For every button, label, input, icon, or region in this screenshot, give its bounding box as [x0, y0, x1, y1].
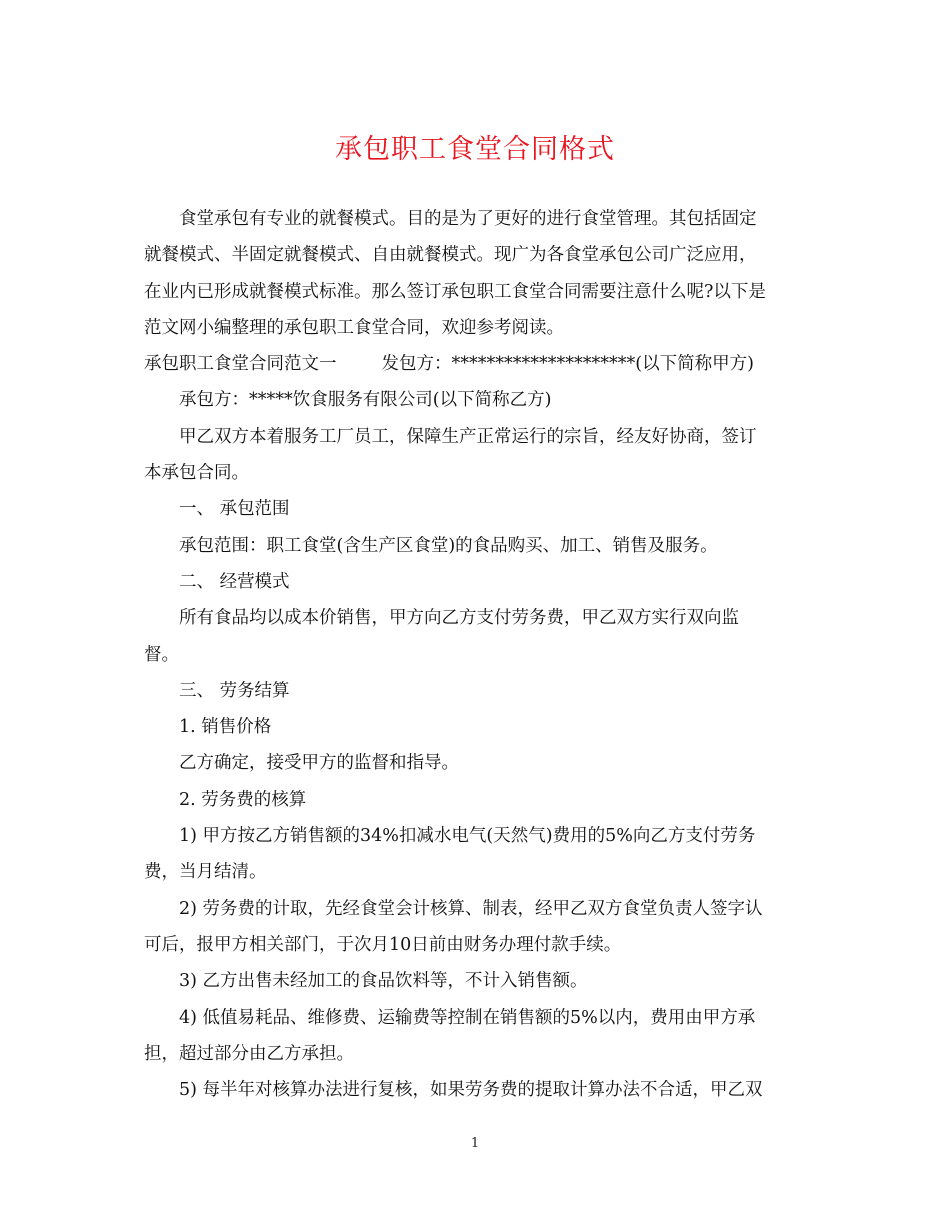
page-number: 1	[470, 1136, 480, 1151]
preamble-line: 甲乙双方本着服务工厂员工，保障生产正常运行的宗旨，经友好协商，签订	[179, 426, 757, 447]
party-a: 发包方：*********************(以下简称甲方)	[381, 354, 754, 375]
clause-1-line: 1) 甲方按乙方销售额的34%扣减水电气(天然气)费用的5%向乙方支付劳务	[179, 826, 756, 847]
document-body	[144, 201, 809, 1108]
intro-line: 范文网小编整理的承包职工食堂合同，欢迎参考阅读。	[144, 317, 564, 338]
clause-4-line: 4) 低值易耗品、维修费、运输费等控制在销售额的5%以内，费用由甲方承	[179, 1007, 756, 1028]
clause-3-text: 3) 乙方出售未经加工的食品饮料等，不计入销售额。	[179, 971, 588, 992]
section-2-line: 督。	[144, 644, 179, 665]
preamble-line: 本承包合同。	[144, 463, 249, 484]
clause-4-paragraph	[144, 1000, 809, 1073]
item-1-heading: 1. 销售价格	[179, 717, 272, 738]
preamble-paragraph	[144, 419, 809, 492]
item-1-text: 乙方确定，接受甲方的监督和指导。	[179, 753, 459, 774]
sample-heading-line	[144, 346, 809, 382]
intro-line: 在业内已形成就餐模式标准。那么签订承包职工食堂合同需要注意什么呢?以下是	[144, 281, 766, 302]
intro-line: 就餐模式、半固定就餐模式、自由就餐模式。现广为各食堂承包公司广泛应用，	[144, 245, 757, 266]
clause-1-paragraph	[144, 818, 809, 891]
item-2-heading: 2. 劳务费的核算	[179, 789, 307, 810]
party-b: 承包方：*****饮食服务有限公司(以下简称乙方)	[179, 390, 552, 411]
sample-heading: 承包职工食堂合同范文一	[144, 354, 337, 375]
section-2-heading: 二、 经营模式	[179, 571, 290, 592]
clause-2-paragraph	[144, 891, 809, 964]
clause-5-text: 5) 每半年对核算办法进行复核，如果劳务费的提取计算办法不合适，甲乙双	[179, 1080, 763, 1101]
clause-4-line: 担，超过部分由乙方承担。	[144, 1043, 354, 1064]
section-1-heading: 一、 承包范围	[179, 499, 290, 520]
intro-line: 食堂承包有专业的就餐模式。目的是为了更好的进行食堂管理。其包括固定	[179, 209, 757, 229]
intro-paragraph	[144, 201, 809, 346]
section-2-paragraph	[144, 600, 809, 673]
clause-2-line: 可后，报甲方相关部门，于次月10日前由财务办理付款手续。	[144, 934, 622, 955]
page-title: 承包职工食堂合同格式	[335, 134, 615, 165]
section-3-heading: 三、 劳务结算	[179, 680, 290, 701]
section-1-text: 承包范围：职工食堂(含生产区食堂)的食品购买、加工、销售及服务。	[179, 535, 718, 556]
section-2-line: 所有食品均以成本价销售，甲方向乙方支付劳务费，甲乙双方实行双向监	[179, 608, 739, 629]
clause-1-line: 费，当月结清。	[144, 862, 267, 883]
clause-2-line: 2) 劳务费的计取，先经食堂会计核算、制表，经甲乙双方食堂负责人签字认	[179, 898, 763, 919]
